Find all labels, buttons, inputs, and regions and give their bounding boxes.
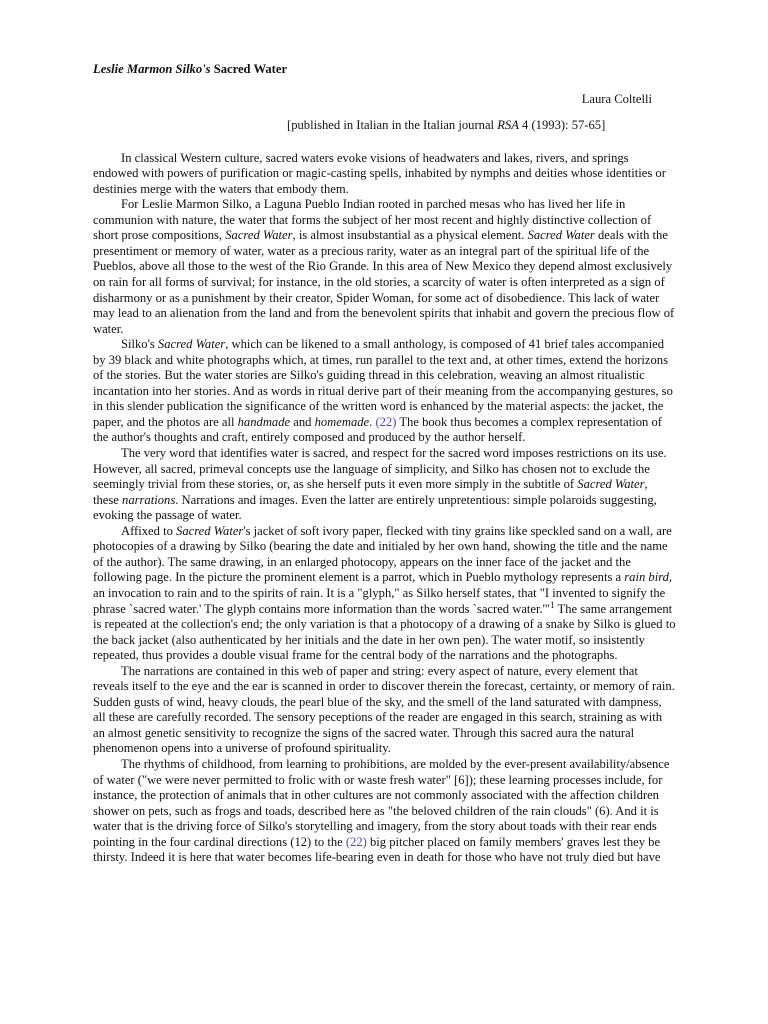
body-paragraph <box>93 524 676 664</box>
body-paragraph <box>93 446 676 524</box>
title-work-name: Sacred Water <box>213 62 288 76</box>
byline-author: Laura Coltelli <box>581 91 652 106</box>
italic-text: handmade <box>237 414 291 429</box>
footnote-marker: 1 <box>550 599 555 610</box>
italic-text: Sacred Water <box>577 477 645 492</box>
text-run: The book thus becomes a complex representation of the author's thoughts and craft, entirely composed and produced by the author herself. <box>93 414 662 445</box>
body-paragraph <box>93 337 676 446</box>
publication-note <box>93 118 676 134</box>
journal-name: RSA <box>497 118 519 133</box>
text-run: The same arrangement is repeated at the collection's end; the only variation is that a photocopy of a drawing of a snake by Silko is glued to the back jacket (also authenticated by her initials and the date in her own pen). The water motif, so insistently repeated, thus provides a double visual frame for the central body of the narrations and the photographs. <box>93 601 676 663</box>
text-run: deals with the presentiment or memory of water, water as a precious rarity, water as an integral part of the spiritual life of the Pueblos, above all those to the west of the Rio Grande. In this area of New Mexico they depend almost exclusively on rain for all forms of survival; for instance, in the old stories, a scarcity of water is often interpreted as a sign of disharmony or as a punishment by their creator, Spider Woman, for some act of disobedience. This lack of water may lead to an alienation from the land and from the benevolent spirits that inhabit and govern the precious flow of water. <box>93 228 675 336</box>
text-run: Affixed to <box>121 523 177 538</box>
article-body <box>93 151 676 866</box>
italic-text: Sacred Water <box>176 523 244 538</box>
publication-note-after: 4 (1993): 57-65] <box>518 118 606 133</box>
body-paragraph <box>93 757 676 866</box>
publication-note-before: [published in Italian in the Italian journal <box>287 118 498 133</box>
text-run: big pitcher placed on family members' graves lest they be thirsty. Indeed it is here that water becomes life-bearing even in death for those who have not truly died but have <box>93 834 661 865</box>
body-paragraph <box>93 664 676 757</box>
body-paragraph <box>93 197 676 337</box>
text-run: For Leslie Marmon Silko, a Laguna Pueblo Indian rooted in parched mesas who has lived her life in communion with nature, the water that forms the subject of her most recent and highly distinctive collection of short prose compositions, <box>93 197 652 243</box>
page-reference-link[interactable]: (22) <box>375 414 397 429</box>
page-reference-link[interactable]: (22) <box>345 834 367 849</box>
italic-text: Sacred Water <box>225 228 293 243</box>
text-run: 's jacket of soft ivory paper, flecked with tiny grains like speckled sand on a wall, are photocopies of a drawing by Silko (bearing the date and initialed by her own hand, showing the title and the name of the author). The same drawing, in an enlarged photocopy, appears on the inner face of the jacket and the following page. In the picture the prominent element is a parrot, which in Pueblo mythology represents a <box>93 523 672 585</box>
text-run: , is almost insubstantial as a physical element. <box>292 228 528 243</box>
text-run: . Narrations and images. Even the latter are entirely unpretentious: simple polaroids suggesting, evoking the passage of water. <box>93 492 657 523</box>
text-run: , an invocation to rain and to the spirits of rain. It is a "glyph," as Silko herself states, that "I invented to signify the phrase `sacred water.' The glyph contains more information than the words `sacred water.'" <box>93 570 673 616</box>
italic-text: rain bird <box>624 570 669 585</box>
italic-text: Sacred Water <box>527 228 595 243</box>
text-run: The rhythms of childhood, from learning to prohibitions, are molded by the ever-present availability/absence of water ("we were never permitted to frolic with or waste fresh water" [6]); these learning processes include, for instance, the protection of animals that in other cultures are not commonly associated with the affection children shower on pets, such as frogs and toads, described here as "the beloved children of the rain clouds" (6). And it is water that is the driving force of Silko's storytelling and imagery, from the story about toads with their rear ends pointing in the four cardinal directions (12) to the <box>93 756 670 849</box>
body-paragraph <box>93 151 676 198</box>
italic-text: homemade <box>314 414 370 429</box>
text-run: The narrations are contained in this web of paper and string: every aspect of nature, every element that reveals itself to the eye and the ear is scanned in order to discover therein the forecast, certainty, or memory of rain. Sudden gusts of wind, heavy clouds, the pearl blue of the sky, and the smell of the land saturated with dampness, all these are carefully recorded. The sensory peceptions of the reader are engaged in this search, straining as with an almost genetic sensitivity to recognize the signs of the sacred water. Through this sacred aura the natural phenomenon opens into a universe of profound spirituality. <box>93 663 675 756</box>
italic-text: Sacred Water <box>157 337 226 352</box>
text-run: , which can be likened to a small anthology, is composed of 41 brief tales accompanied by 39 black and white photographs which, at times, run parallel to the text and, at other times, extend the horizons of the stories. But the water stories are Silko's guiding thread in this celebration, weaving an almost ritualistic incantation into her stories. And as words in ritual derive part of their meaning from the accompanying gestures, so in this slender publication the significance of the written word is enhanced by the material aspects: the jacket, the paper, and the photos are all <box>93 337 673 429</box>
text-run: Silko's <box>121 337 158 352</box>
title-author-name: Leslie Marmon Silko's <box>93 62 211 76</box>
text-run: and <box>290 414 315 429</box>
article-title <box>93 62 676 78</box>
text-run: In classical Western culture, sacred waters evoke visions of headwaters and lakes, rivers, and springs endowed with powers of purification or magic-casting spells, inhabited by nymphs and deities whose identities or destinies merge with the waters that embody them. <box>93 150 666 196</box>
text-run: The very word that identifies water is sacred, and respect for the sacred word imposes restrictions on its use. However, all sacred, primeval concepts use the language of simplicity, and Silko has chosen not to exclude the seemingly trivial from these stories, or, as she herself puts it even more simply in the subtitle of <box>93 446 667 492</box>
text-run: , these <box>93 477 648 507</box>
italic-text: narrations <box>122 492 176 507</box>
text-run: . <box>369 414 376 429</box>
